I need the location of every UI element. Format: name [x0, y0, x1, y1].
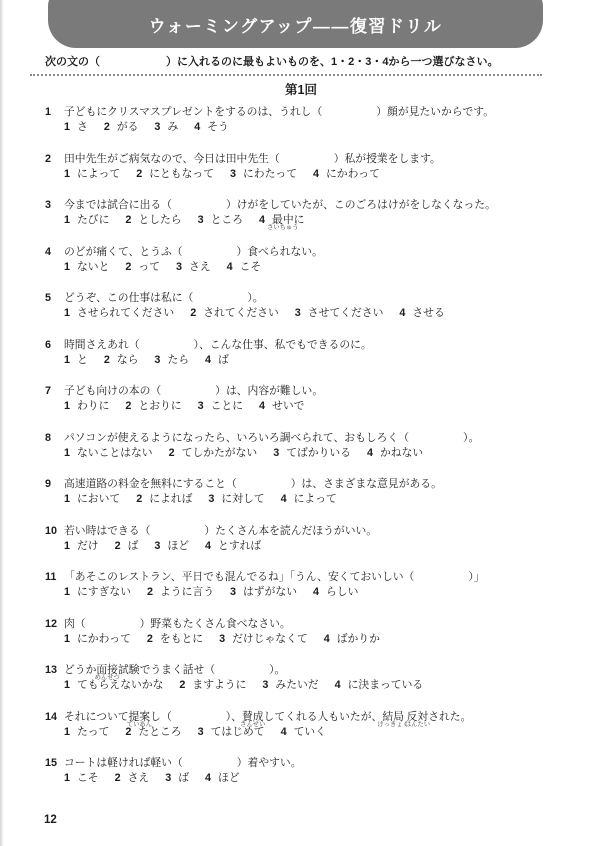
option: [64, 353, 88, 368]
option-number: 3: [262, 679, 269, 691]
question-sentence-line: [45, 245, 580, 260]
option-row: [45, 678, 580, 693]
option: [335, 678, 424, 693]
option-label: させてください: [307, 307, 384, 319]
option-row: [45, 399, 580, 414]
question-sentence-line: [45, 431, 580, 446]
option: [198, 213, 243, 228]
question-sentence-line: [45, 105, 580, 120]
option-label: だけじゃなくて: [232, 632, 308, 645]
option: [154, 120, 178, 135]
option-number: 3: [165, 772, 172, 784]
option-label: によって: [77, 167, 121, 180]
page-number: 12: [44, 814, 57, 826]
option-number: 1: [64, 725, 71, 738]
option-row: [45, 120, 580, 135]
option: [205, 539, 261, 554]
option-number: 4: [280, 493, 287, 505]
option: [125, 260, 160, 275]
question-text: どうぞ、この仕事は私に（ ）。: [64, 292, 264, 304]
question-number: 14: [45, 710, 58, 723]
option-number: 1: [64, 632, 71, 645]
options: [64, 399, 320, 414]
ruby-annotated-word: 最中 さいちゅう: [267, 214, 299, 231]
scan-edge-shadow: [0, 0, 4, 846]
furigana: はんたい: [404, 720, 430, 728]
option-label: によれば: [149, 493, 193, 505]
option-label: ほど: [167, 539, 190, 552]
furigana: けっきょく: [377, 720, 409, 728]
option: [64, 167, 120, 182]
question-block: [45, 198, 580, 231]
option: [104, 353, 139, 368]
option: [259, 399, 304, 414]
option-number: 2: [146, 632, 153, 645]
question-text: のどが痛くて、とうふ（ ）食べられない。: [64, 245, 323, 258]
option: [125, 399, 181, 414]
option: [281, 492, 337, 507]
option-number: 4: [194, 121, 201, 133]
question-sentence-line: [45, 338, 580, 353]
option-label: において: [77, 493, 121, 505]
option-row: [45, 492, 580, 507]
option: [115, 539, 139, 554]
option: [64, 120, 88, 135]
furigana: ていあん: [126, 720, 152, 728]
question-sentence-line: [45, 384, 580, 399]
question-block: [45, 570, 580, 600]
option-number: 1: [64, 539, 71, 552]
options: [64, 213, 320, 231]
question-text: 子ども向けの本の（ ）は、内容が難しい。: [64, 385, 324, 397]
option-number: 2: [125, 400, 132, 412]
option-label: に決まっている: [347, 679, 424, 691]
option: [136, 167, 214, 182]
option-row: [45, 213, 580, 231]
question-block: [45, 431, 580, 461]
option-number: 2: [168, 446, 175, 459]
option-label: はずがない: [243, 586, 297, 598]
option-label: だけ: [77, 539, 99, 552]
option-label: させる: [412, 307, 445, 319]
option: [64, 446, 153, 461]
option-number: 1: [64, 307, 71, 319]
option: [64, 399, 109, 414]
option: [64, 213, 109, 228]
question-block: [45, 105, 580, 135]
options: [64, 771, 256, 786]
question-sentence-line: [45, 152, 580, 167]
option-label: がる: [116, 121, 139, 133]
option-label: によって: [293, 493, 337, 505]
question-text: 時間さえあれ（ ）、こんな仕事、私でもできるのに。: [64, 338, 372, 351]
ruby-annotated-word: 賛成 さんせい: [240, 710, 266, 728]
question-block: [45, 152, 580, 182]
question-number: 13: [45, 664, 58, 676]
options: [64, 167, 396, 182]
option-number: 3: [197, 400, 204, 412]
option-label: せいで: [272, 400, 305, 412]
option: [169, 446, 258, 461]
option: [399, 306, 444, 321]
question-sentence-line: [45, 570, 580, 585]
option: [313, 585, 358, 600]
option-label: たら: [167, 353, 190, 366]
option-number: 1: [64, 353, 71, 366]
option-row: [45, 725, 580, 740]
option-number: 4: [334, 679, 341, 691]
option-number: 3: [154, 353, 161, 366]
options: [64, 446, 439, 461]
option-label: ていく: [293, 725, 327, 738]
option-number: 2: [103, 353, 110, 366]
option: [165, 771, 189, 786]
options: [64, 260, 277, 275]
option-label: 最中 さいちゅう に: [267, 214, 305, 231]
options: [64, 306, 461, 321]
question-number: 8: [45, 431, 52, 444]
options: [64, 678, 439, 693]
question-text: 今までは試合に出る（ ）けがをしていたが、このごろはけがをしなくなった。: [64, 199, 496, 211]
option-number: 1: [64, 679, 71, 691]
question-text: 若い時はできる（ ）たくさん本を読んだほうがいい。: [64, 524, 378, 537]
question-number: 9: [45, 478, 52, 490]
furigana: めんせつ: [94, 674, 120, 681]
option: [219, 632, 308, 647]
option-row: [45, 306, 580, 321]
option-label: てばかりいる: [286, 446, 351, 459]
question-number: 7: [45, 385, 52, 397]
option-number: 1: [64, 121, 71, 133]
option-label: とすれば: [218, 539, 262, 552]
options: [64, 725, 342, 740]
question-text: コートは軽ければ軽い（ ）着やすい。: [64, 757, 302, 769]
options: [64, 353, 245, 368]
options: [64, 585, 374, 600]
option-label: ば: [218, 353, 229, 366]
option-number: 4: [205, 353, 212, 366]
option-label: そう: [207, 121, 229, 133]
option-label: ことに: [210, 400, 244, 412]
question-sentence-line: [45, 756, 580, 771]
option: [313, 167, 380, 182]
option-number: 2: [114, 772, 121, 784]
option-label: をもとに: [159, 632, 204, 645]
option-number: 2: [125, 260, 132, 273]
option-label: ところ: [210, 214, 244, 226]
option: [262, 678, 318, 693]
furigana: さんせい: [240, 720, 266, 728]
option-number: 4: [399, 307, 406, 319]
option-label: てもらえないかな: [77, 679, 164, 691]
option-number: 1: [64, 214, 71, 226]
option: [136, 492, 192, 507]
option: [64, 539, 99, 554]
option: [295, 306, 384, 321]
option-number: 4: [226, 260, 233, 273]
option-number: 3: [197, 725, 204, 738]
option-label: らしい: [326, 586, 359, 598]
option-number: 3: [294, 307, 301, 319]
ruby-annotated-word: 面接 めんせつ: [94, 664, 120, 681]
option-label: ように言う: [160, 586, 214, 598]
option: [205, 771, 240, 786]
option: [64, 725, 109, 740]
options: [64, 632, 396, 647]
question-block: [45, 524, 580, 554]
option: [205, 353, 229, 368]
option-label: と: [77, 353, 88, 366]
option: [64, 492, 120, 507]
option-label: ば: [127, 539, 139, 552]
option: [324, 632, 380, 647]
option-label: ほど: [218, 772, 240, 784]
option-label: さ: [77, 121, 88, 133]
option-number: 2: [147, 586, 154, 598]
option-row: [45, 771, 580, 786]
option-number: 2: [125, 725, 132, 738]
question-text: 子どもにクリスマスプレゼントをするのは、うれし（ ）顔が見たいからです。: [64, 106, 495, 118]
option-label: ますように: [192, 679, 247, 691]
question-sentence-line: [45, 710, 580, 728]
question-sentence-line: [45, 663, 580, 681]
option-label: みたいだ: [275, 679, 319, 691]
question-number: 11: [45, 571, 57, 583]
option: [64, 306, 174, 321]
option-row: [45, 632, 580, 647]
option-number: 4: [280, 725, 287, 738]
option-number: 2: [114, 539, 121, 552]
option-label: わりに: [77, 400, 110, 412]
option: [198, 399, 243, 414]
option-label: なら: [116, 353, 139, 366]
option-label: み: [167, 121, 179, 133]
option-label: てはじめて: [210, 725, 265, 738]
ruby-annotated-word: 結局 けっきょく: [377, 710, 409, 728]
question-sentence-line: [45, 291, 580, 306]
option-number: 4: [205, 539, 212, 552]
option-label: たびに: [77, 214, 110, 226]
question-number: 1: [45, 106, 52, 118]
option-label: たって: [77, 725, 110, 738]
question-number: 5: [45, 292, 52, 304]
option-label: さえ: [189, 260, 211, 273]
option-number: 1: [64, 586, 71, 598]
option: [230, 585, 297, 600]
question-sentence-line: [45, 198, 580, 213]
option: [259, 213, 305, 231]
option-number: 4: [313, 167, 320, 180]
option-number: 2: [190, 307, 197, 319]
furigana: さいちゅう: [267, 224, 299, 231]
option-label: かねない: [380, 446, 424, 459]
option-row: [45, 167, 580, 182]
option-number: 4: [205, 772, 212, 784]
option-number: 1: [64, 260, 71, 273]
question-text: それについて提案 ていあん し（ ）、賛成 さんせい してくれる人もいたが、結局 けっきょく 反対 はんたい された。: [64, 710, 472, 728]
question-number: 10: [45, 524, 58, 537]
option-number: 4: [366, 446, 373, 459]
option-number: 2: [136, 167, 143, 180]
option-number: 1: [64, 493, 71, 505]
option-number: 2: [125, 214, 132, 226]
option: [227, 260, 262, 275]
question-block: [45, 245, 580, 275]
option-number: 4: [259, 400, 266, 412]
option-number: 3: [176, 260, 183, 273]
option-label: にすぎない: [77, 586, 131, 598]
option-row: [45, 260, 580, 275]
option-label: ないと: [77, 260, 110, 273]
option: [154, 353, 189, 368]
option-number: 1: [64, 400, 71, 412]
question-text: 田中先生がご病気なので、今日は田中先生（ ）私が授業をします。: [64, 152, 441, 165]
option-number: 3: [197, 214, 204, 226]
option: [104, 120, 139, 135]
option: [147, 632, 203, 647]
question-text: 肉（ ）野菜もたくさん食べなさい。: [64, 617, 291, 630]
dotted-divider: [30, 74, 542, 76]
option-label: にともなって: [149, 167, 214, 180]
option: [64, 585, 131, 600]
option-number: 3: [154, 539, 161, 552]
option-label: たところ: [138, 725, 182, 738]
option-label: こそ: [77, 772, 99, 784]
option-label: されてください: [203, 307, 279, 319]
question-block: [45, 617, 580, 647]
question-block: [45, 477, 580, 507]
option-number: 1: [64, 772, 71, 784]
instruction-text: 次の文の（ ）に入れるのに最もよいものを、1・2・3・4から一つ選びなさい。: [45, 56, 499, 68]
option: [230, 167, 297, 182]
option-label: こそ: [239, 260, 262, 273]
option-row: [45, 585, 580, 600]
option: [154, 539, 189, 554]
question-sentence-line: [45, 524, 580, 539]
option-number: 4: [259, 214, 266, 226]
option-label: にわたって: [243, 167, 297, 180]
question-text: パソコンが使えるようになったら、いろいろ調べられて、おもしろく（ ）。: [64, 431, 480, 444]
option: [367, 446, 423, 461]
question-block: [45, 663, 580, 693]
option-number: 3: [154, 121, 161, 133]
question-list: [45, 105, 580, 786]
option: [208, 492, 264, 507]
option-number: 3: [230, 167, 237, 180]
question-number: 15: [45, 757, 58, 769]
option-number: 2: [103, 121, 110, 133]
option: [190, 306, 279, 321]
question-block: [45, 291, 580, 321]
header-banner: [48, 0, 543, 48]
option-label: ないことはない: [77, 446, 153, 459]
option-number: 1: [64, 167, 71, 180]
option-number: 3: [219, 632, 226, 645]
question-sentence-line: [45, 617, 580, 632]
option-row: [45, 539, 580, 554]
option: [147, 585, 214, 600]
banner-title: ウォーミングアップ――復習ドリル: [148, 17, 443, 36]
question-text: どうか面接 めんせつ 試験でうまく話せ（ ）。: [64, 664, 286, 681]
question-number: 6: [45, 338, 52, 351]
question-number: 2: [45, 152, 52, 165]
option-number: 4: [313, 586, 320, 598]
option: [176, 260, 211, 275]
option: [179, 678, 246, 693]
option-number: 2: [136, 493, 143, 505]
option-number: 2: [179, 679, 186, 691]
question-block: [45, 710, 580, 740]
question-number: 3: [45, 199, 52, 211]
question-block: [45, 756, 580, 786]
question-block: [45, 384, 580, 414]
question-text: 高速道路の料金を無料にすること（ ）は、さまざまな意見がある。: [64, 478, 442, 490]
option: [64, 632, 131, 647]
options: [64, 120, 245, 135]
ruby-annotated-word: 提案 ていあん: [126, 710, 152, 728]
option: [194, 120, 229, 135]
option-label: させられてください: [77, 307, 175, 319]
question-number: 12: [45, 617, 58, 630]
option: [281, 725, 326, 740]
option-row: [45, 446, 580, 461]
option-number: 4: [323, 632, 330, 645]
option-label: って: [138, 260, 161, 273]
option-label: ばかりか: [336, 632, 380, 645]
option-label: に対して: [221, 493, 265, 505]
option-number: 1: [64, 446, 71, 459]
question-number: 4: [45, 245, 52, 258]
option-label: さえ: [127, 772, 150, 784]
option: [64, 771, 99, 786]
options: [64, 492, 353, 507]
option-label: とおりに: [138, 400, 182, 412]
option-label: てしかたがない: [181, 446, 258, 459]
option: [125, 213, 181, 228]
section-title: 第1回: [285, 83, 317, 97]
option-number: 3: [230, 586, 237, 598]
option: [115, 771, 150, 786]
question-sentence-line: [45, 477, 580, 492]
option: [273, 446, 351, 461]
option-label: ば: [178, 772, 190, 784]
option-row: [45, 353, 580, 368]
option-number: 3: [273, 446, 280, 459]
question-block: [45, 338, 580, 368]
option-label: としたら: [138, 214, 182, 226]
option: [64, 260, 109, 275]
ruby-annotated-word: 反対 はんたい: [404, 710, 430, 728]
options: [64, 539, 277, 554]
option-label: にかわって: [77, 632, 131, 645]
question-text: 「あそこのレストラン、平日でも混んでるね」「うん、安くておいしい（ ）」: [64, 571, 485, 583]
option-label: にかわって: [326, 167, 380, 180]
option-number: 3: [208, 493, 215, 505]
